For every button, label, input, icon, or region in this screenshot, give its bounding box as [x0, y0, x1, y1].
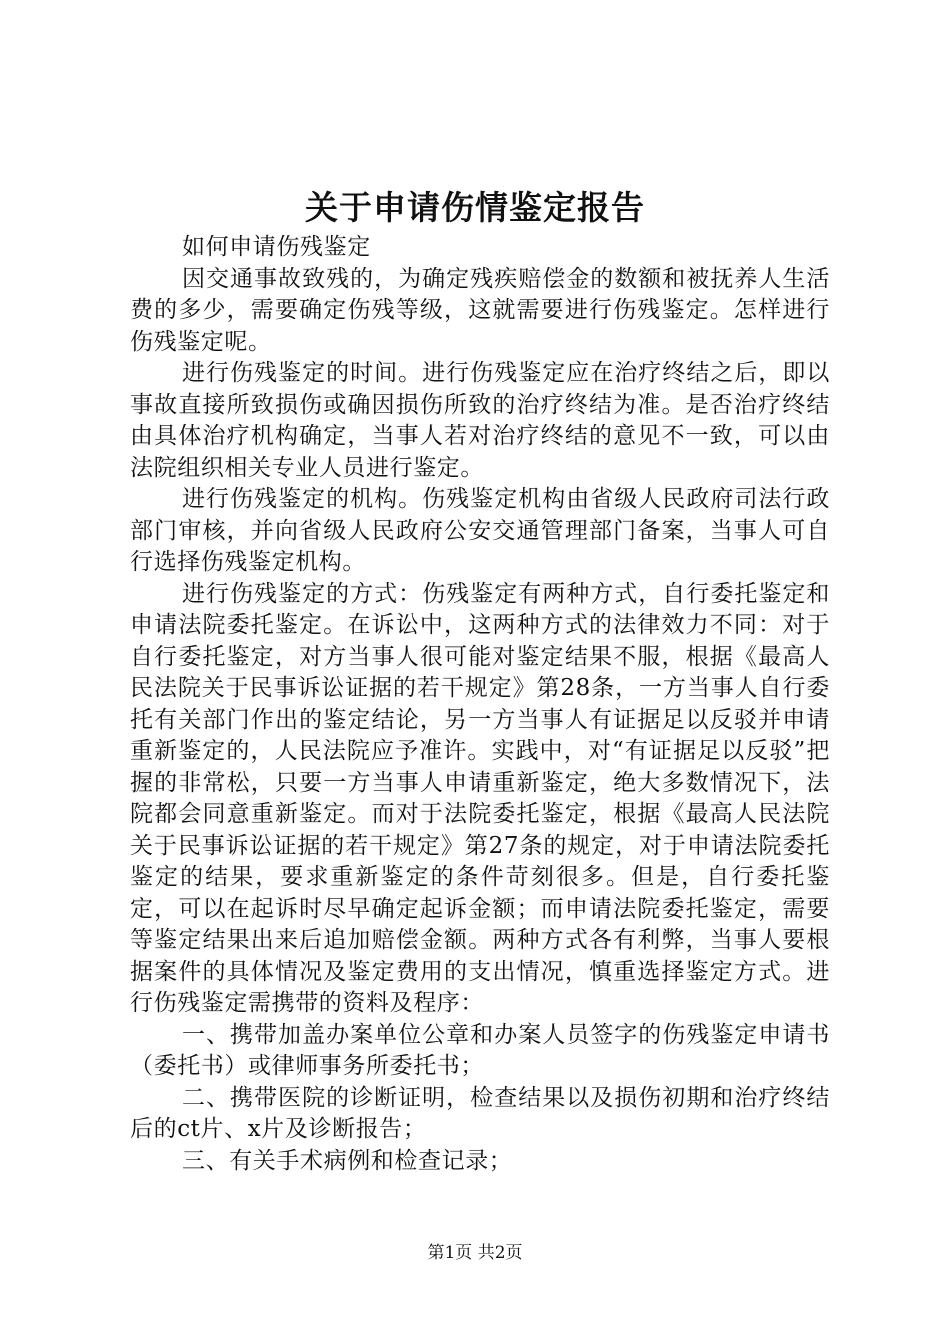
paragraph-item-3: 三、有关手术病例和检查记录； [182, 1147, 513, 1174]
document-title: 关于申请伤情鉴定报告 [305, 188, 645, 227]
paragraph-item-1: 一、携带加盖办案单位公章和办案人员签字的伤残鉴定申请书（委托书）或律师事务所委托书； [130, 1021, 830, 1079]
paragraph-item-2: 二、携带医院的诊断证明，检查结果以及损伤初期和治疗终结后的ct片、x片及诊断报告； [130, 1084, 830, 1142]
paragraph-institution: 进行伤残鉴定的机构。伤残鉴定机构由省级人民政府司法行政部门审核，并向省级人民政府公安交通管理部门备案，当事人可自行选择伤残鉴定机构。 [130, 486, 830, 575]
page-number-footer: 第1页 共2页 [427, 1243, 523, 1263]
paragraph-heading: 如何申请伤残鉴定 [182, 234, 371, 260]
paragraph-timing: 进行伤残鉴定的时间。进行伤残鉴定应在治疗终结之后，即以事故直接所致损伤或确因损伤所致的治疗终结为准。是否治疗终结由具体治疗机构确定，当事人若对治疗终结的意见不一致，可以由法院组织相关专业人员进行鉴定。 [130, 360, 830, 481]
paragraph-intro: 因交通事故致残的，为确定残疾赔偿金的数额和被抚养人生活费的多少，需要确定伤残等级，这就需要进行伤残鉴定。怎样进行伤残鉴定呢。 [130, 265, 830, 355]
paragraph-method: 进行伤残鉴定的方式：伤残鉴定有两种方式，自行委托鉴定和申请法院委托鉴定。在诉讼中，这两种方式的法律效力不同：对于自行委托鉴定，对方当事人很可能对鉴定结果不服，根据《最高人民法院关于民事诉讼证据的若干规定》第28条，一方当事人自行委托有关部门作出的鉴定结论，另一方当事人有证据足以反驳并申请重新鉴定的，人民法院应予准许。实践中，对“有证据足以反驳”把握的非常松，只要一方当事人申请重新鉴定，绝大多数情况下，法院都会同意重新鉴定。而对于法院委托鉴定，根据《最高人民法院关于民事诉讼证据的若干规定》第27条的规定，对于申请法院委托鉴定的结果，要求重新鉴定的条件苛刻很多。但是，自行委托鉴定，可以在起诉时尽早确定起诉金额；而申请法院委托鉴定，需要等鉴定结果出来后追加赔偿金额。两种方式各有利弊，当事人要根据案件的具体情况及鉴定费用的支出情况，慎重选择鉴定方式。进行伤残鉴定需携带的资料及程序： [130, 580, 830, 1016]
document-body [130, 232, 830, 1177]
